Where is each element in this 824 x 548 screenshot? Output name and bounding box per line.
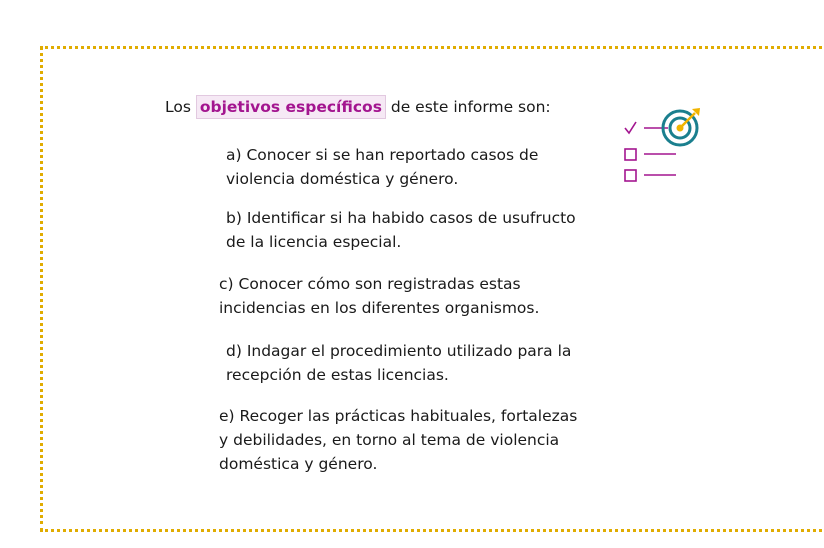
objective-item-e xyxy=(219,404,577,476)
objective-line: y debilidades, en torno al tema de violencia xyxy=(219,431,560,449)
checkbox-icon xyxy=(625,149,636,160)
checklist-target-icon xyxy=(620,106,704,186)
check-mark-icon xyxy=(625,122,636,133)
objective-item-c xyxy=(219,272,539,320)
objective-line: b) Identificar si ha habido casos de usufructo xyxy=(226,209,576,227)
objective-line: c) Conocer cómo son registradas estas xyxy=(219,275,521,293)
objective-line: doméstica y género. xyxy=(219,455,378,473)
intro-prefix: Los xyxy=(165,98,196,116)
intro-sentence xyxy=(165,95,551,119)
intro-suffix: de este informe son: xyxy=(385,98,551,116)
objective-line: a) Conocer si se han reportado casos de xyxy=(226,146,539,164)
objective-item-a xyxy=(226,143,538,191)
objective-line: de la licencia especial. xyxy=(226,233,402,251)
objective-line: e) Recoger las prácticas habituales, fortalezas xyxy=(219,407,578,425)
checkbox-icon xyxy=(625,170,636,181)
objective-item-d xyxy=(226,339,571,387)
highlighted-term: objetivos específicos xyxy=(196,95,386,119)
objective-line: d) Indagar el procedimiento utilizado para la xyxy=(226,342,572,360)
objective-line: violencia doméstica y género. xyxy=(226,170,459,188)
objective-line: recepción de estas licencias. xyxy=(226,366,449,384)
objective-item-b xyxy=(226,206,576,254)
objective-line: incidencias en los diferentes organismos. xyxy=(219,299,540,317)
